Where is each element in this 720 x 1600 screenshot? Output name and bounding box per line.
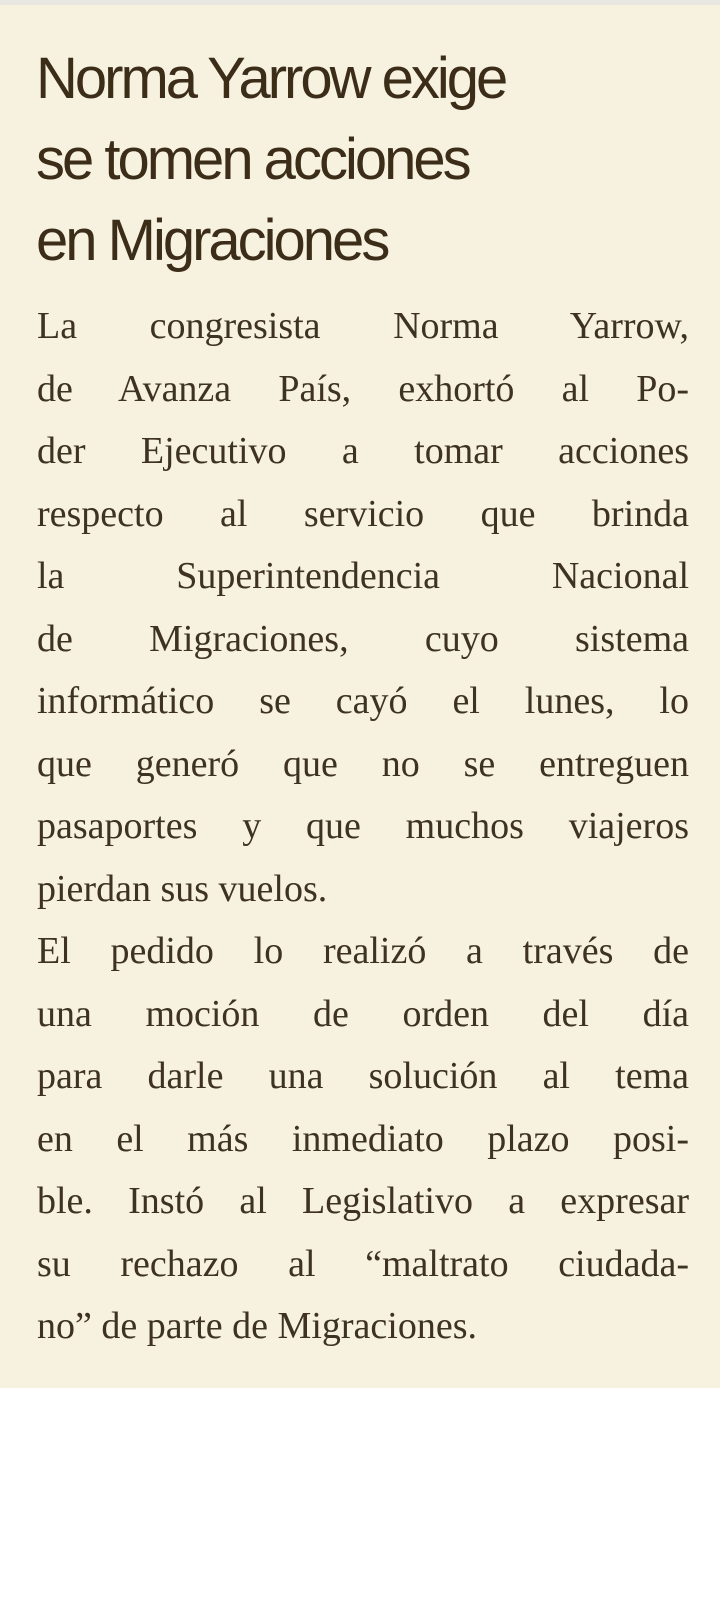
headline [36,38,696,281]
body-line: de Migraciones, cuyo sistema [37,617,689,660]
body-line: su rechazo al “maltrato ciudada- [37,1242,689,1285]
body-line: para darle una solución al tema [37,1055,689,1097]
body-line: de Avanza País, exhortó al Po- [37,367,689,410]
headline-line: en Migraciones [36,208,388,273]
body-line: respecto al servicio que brinda [37,492,689,535]
body-line: La congresista Norma Yarrow, [37,305,689,347]
headline-line: Norma Yarrow exige [36,46,506,111]
news-clipping [0,5,720,1388]
body-line: que generó que no se entreguen [37,742,689,785]
body-line: pasaportes y que muchos viajeros [37,805,689,847]
body-line: una moción de orden del día [37,992,689,1035]
body-line: en el más inmediato plazo posi- [37,1117,689,1160]
headline-line: se tomen acciones [36,127,469,192]
body-line: informático se cayó el lunes, lo [37,680,689,722]
body-line: ble. Instó al Legislativo a expresar [37,1180,689,1222]
body-line: pierdan sus vuelos. [37,867,328,910]
body-line: der Ejecutivo a tomar acciones [37,430,689,472]
article-body [37,295,689,1358]
body-line: la Superintendencia Nacional [37,555,689,597]
body-line: no” de parte de Migraciones. [37,1305,477,1347]
body-line: El pedido lo realizó a través de [37,930,689,972]
